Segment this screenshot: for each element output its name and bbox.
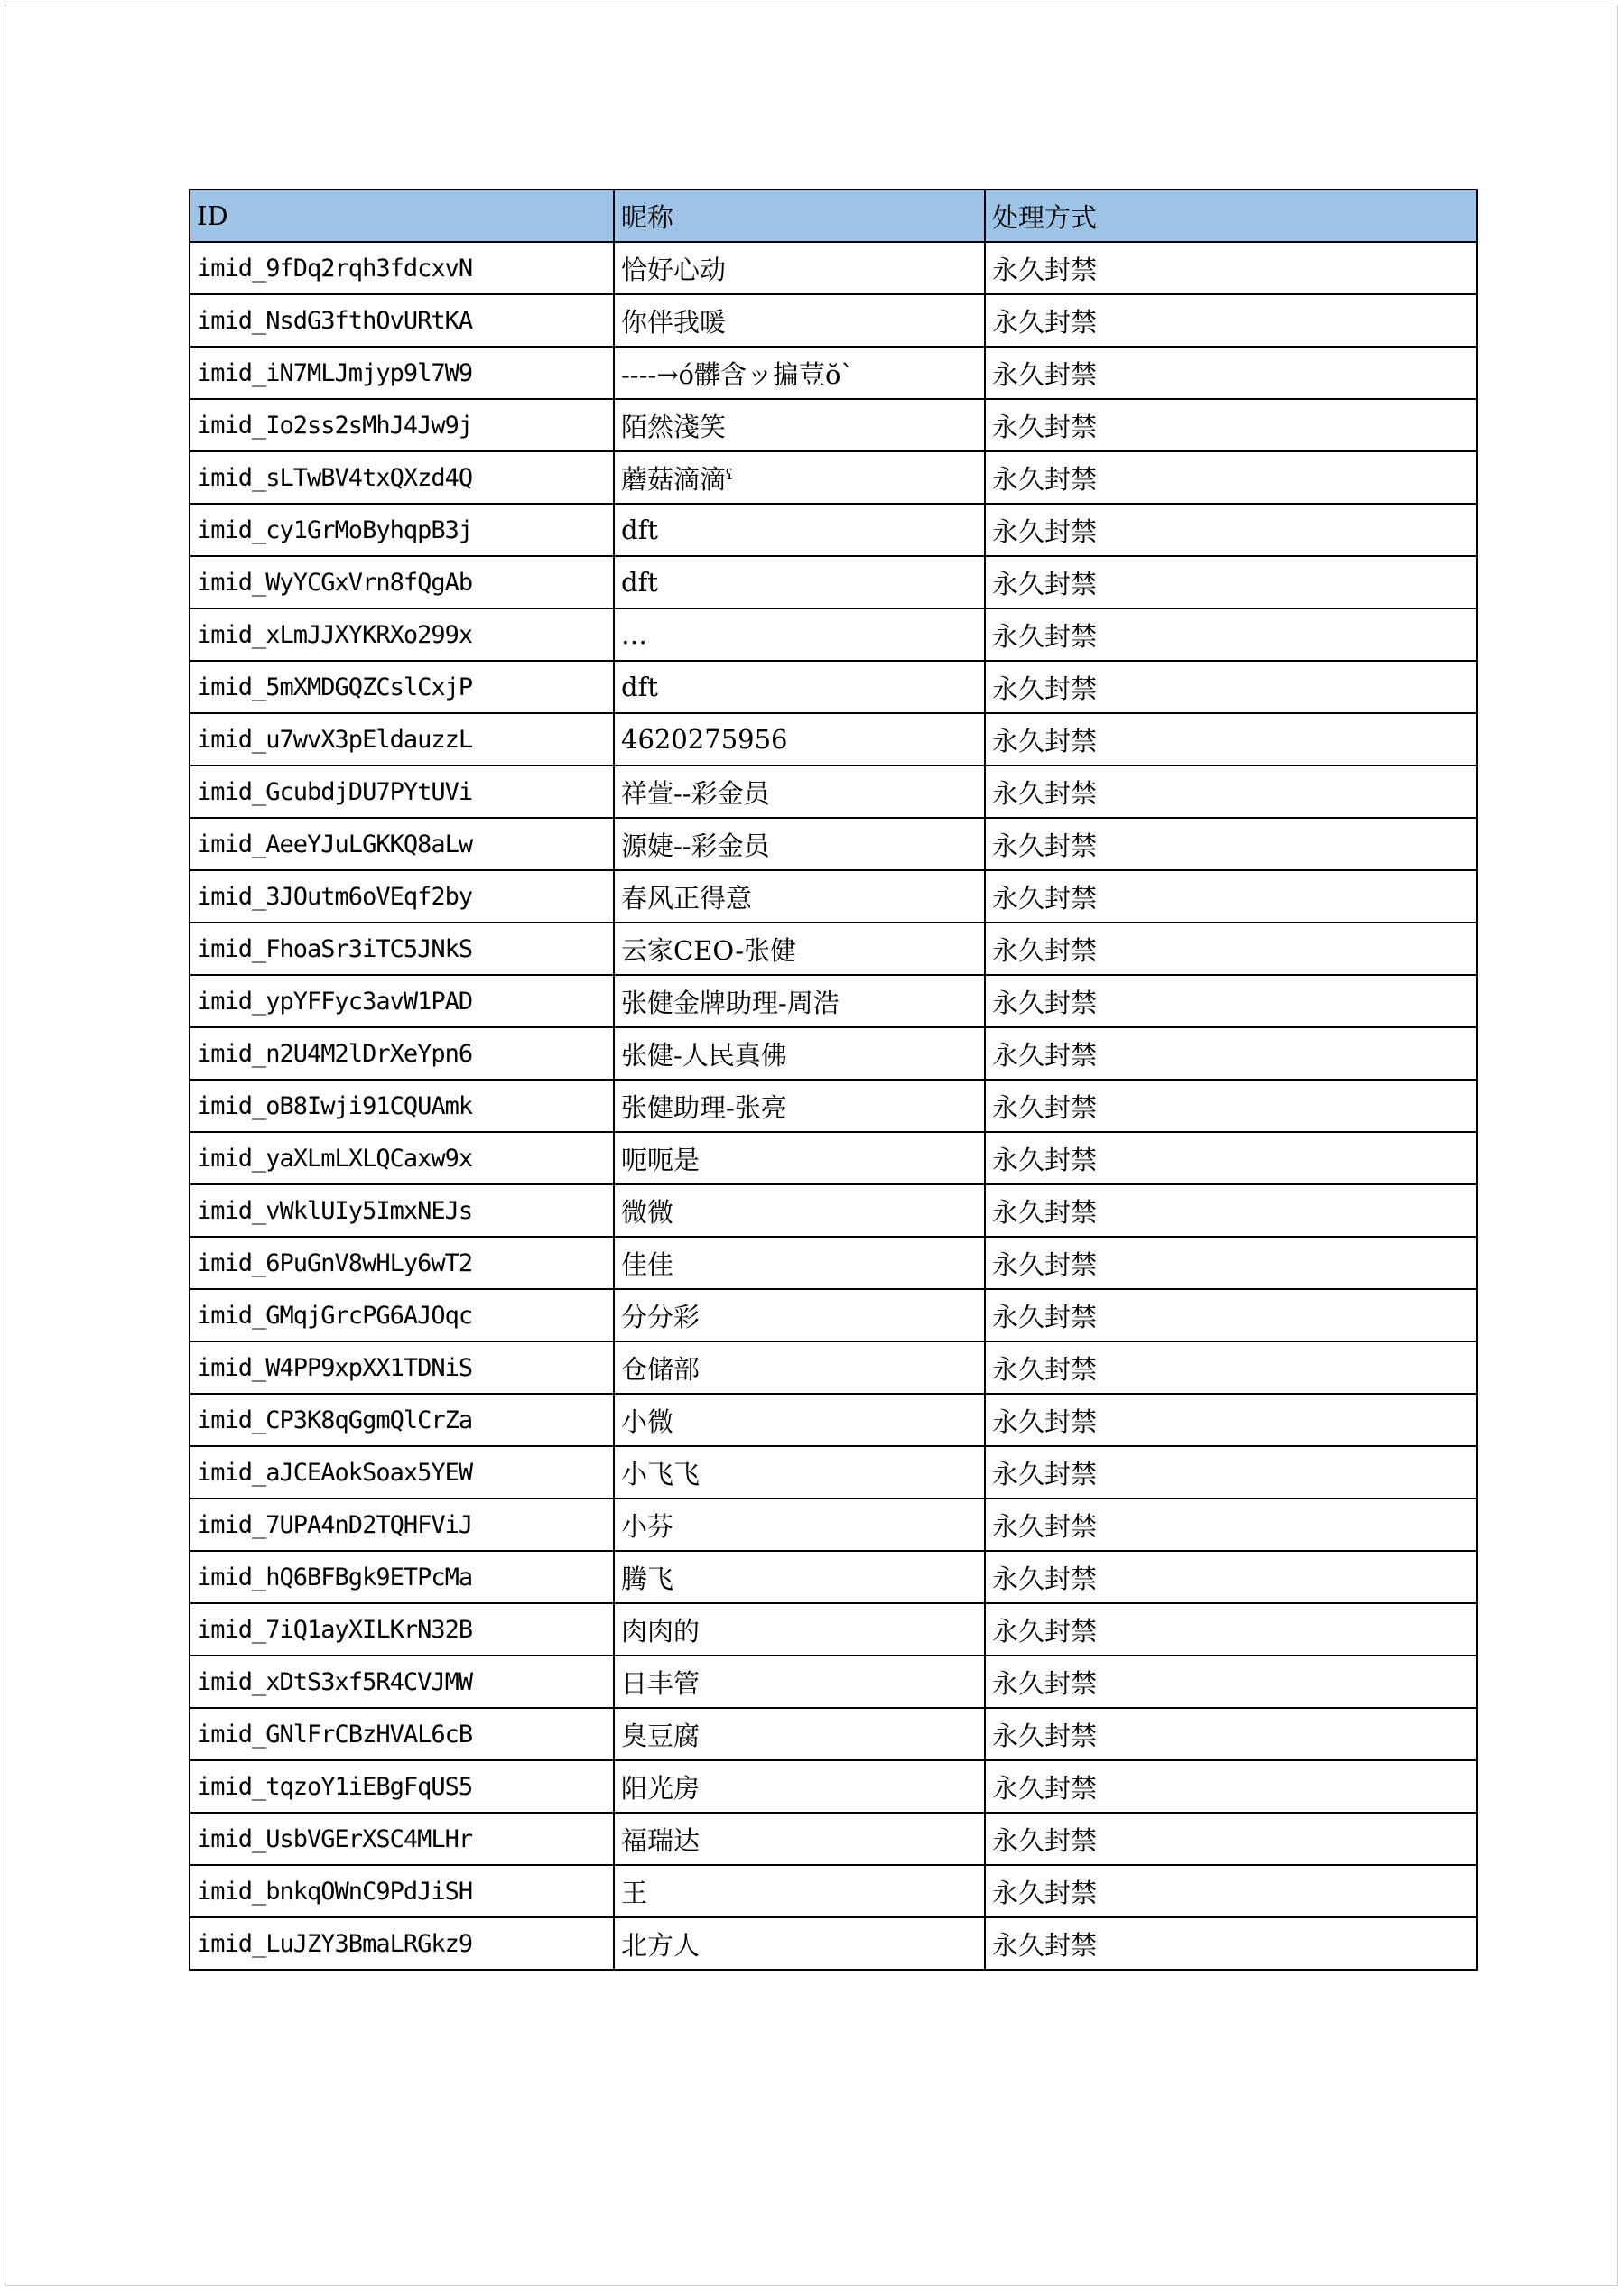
cell-id: imid_3JOutm6oVEqf2by — [190, 870, 614, 923]
cell-nickname: dft — [614, 661, 985, 713]
cell-nickname: 福瑞达 — [614, 1813, 985, 1865]
cell-action: 永久封禁 — [985, 1132, 1477, 1184]
cell-action: 永久封禁 — [985, 1865, 1477, 1917]
cell-id: imid_sLTwBV4txQXzd4Q — [190, 451, 614, 504]
cell-id: imid_GcubdjDU7PYtUVi — [190, 766, 614, 818]
header-row — [190, 190, 1477, 242]
cell-id: imid_W4PP9xpXX1TDNiS — [190, 1341, 614, 1394]
cell-action: 永久封禁 — [985, 1446, 1477, 1499]
table-row — [190, 1446, 1477, 1499]
cell-nickname: 肉肉的 — [614, 1603, 985, 1656]
table-row — [190, 399, 1477, 451]
table-row — [190, 1184, 1477, 1237]
cell-action: 永久封禁 — [985, 399, 1477, 451]
cell-action: 永久封禁 — [985, 923, 1477, 975]
cell-nickname: 春风正得意 — [614, 870, 985, 923]
cell-id: imid_vWklUIy5ImxNEJs — [190, 1184, 614, 1237]
cell-id: imid_iN7MLJmjyp9l7W9 — [190, 347, 614, 399]
header-nickname: 昵称 — [614, 190, 985, 242]
cell-nickname: 小微 — [614, 1394, 985, 1446]
table-row — [190, 661, 1477, 713]
cell-id: imid_NsdG3fthOvURtKA — [190, 294, 614, 347]
cell-nickname: 微微 — [614, 1184, 985, 1237]
cell-nickname: 王 — [614, 1865, 985, 1917]
cell-id: imid_GMqjGrcPG6AJOqc — [190, 1289, 614, 1341]
cell-action: 永久封禁 — [985, 504, 1477, 556]
cell-id: imid_yaXLmLXLQCaxw9x — [190, 1132, 614, 1184]
cell-action: 永久封禁 — [985, 347, 1477, 399]
cell-nickname: 祥萱--彩金员 — [614, 766, 985, 818]
table-row — [190, 1760, 1477, 1813]
table-row — [190, 1603, 1477, 1656]
cell-action: 永久封禁 — [985, 870, 1477, 923]
cell-id: imid_5mXMDGQZCslCxjP — [190, 661, 614, 713]
cell-nickname: 云家CEO-张健 — [614, 923, 985, 975]
cell-action: 永久封禁 — [985, 818, 1477, 870]
cell-action: 永久封禁 — [985, 242, 1477, 294]
table-row — [190, 766, 1477, 818]
table-row — [190, 975, 1477, 1027]
cell-nickname: 张健金牌助理-周浩 — [614, 975, 985, 1027]
cell-id: imid_7UPA4nD2TQHFViJ — [190, 1499, 614, 1551]
cell-nickname: 陌然淺笑 — [614, 399, 985, 451]
cell-id: imid_cy1GrMoByhqpB3j — [190, 504, 614, 556]
cell-id: imid_xLmJJXYKRXo299x — [190, 608, 614, 661]
table-row — [190, 556, 1477, 608]
cell-nickname: 恰好心动 — [614, 242, 985, 294]
cell-id: imid_xDtS3xf5R4CVJMW — [190, 1656, 614, 1708]
cell-action: 永久封禁 — [985, 1603, 1477, 1656]
cell-action: 永久封禁 — [985, 1708, 1477, 1760]
cell-action: 永久封禁 — [985, 556, 1477, 608]
table-row — [190, 1027, 1477, 1080]
table-row — [190, 1499, 1477, 1551]
cell-nickname: 日丰管 — [614, 1656, 985, 1708]
cell-id: imid_FhoaSr3iTC5JNkS — [190, 923, 614, 975]
cell-action: 永久封禁 — [985, 713, 1477, 766]
cell-id: imid_UsbVGErXSC4MLHr — [190, 1813, 614, 1865]
cell-action: 永久封禁 — [985, 1237, 1477, 1289]
cell-nickname: dft — [614, 556, 985, 608]
cell-id: imid_hQ6BFBgk9ETPcMa — [190, 1551, 614, 1603]
cell-nickname: 小飞飞 — [614, 1446, 985, 1499]
table-row — [190, 1237, 1477, 1289]
table-row — [190, 1656, 1477, 1708]
cell-nickname: 阳光房 — [614, 1760, 985, 1813]
cell-action: 永久封禁 — [985, 1551, 1477, 1603]
table-row — [190, 1917, 1477, 1970]
table-row — [190, 713, 1477, 766]
cell-id: imid_9fDq2rqh3fdcxvN — [190, 242, 614, 294]
cell-id: imid_bnkqOWnC9PdJiSH — [190, 1865, 614, 1917]
cell-id: imid_AeeYJuLGKKQ8aLw — [190, 818, 614, 870]
cell-id: imid_7iQ1ayXILKrN32B — [190, 1603, 614, 1656]
cell-action: 永久封禁 — [985, 451, 1477, 504]
cell-id: imid_ypYFFyc3avW1PAD — [190, 975, 614, 1027]
table-row — [190, 504, 1477, 556]
table-header — [190, 190, 1477, 242]
cell-nickname: 4620275956 — [614, 713, 985, 766]
cell-action: 永久封禁 — [985, 1499, 1477, 1551]
table-row — [190, 1341, 1477, 1394]
table-row — [190, 923, 1477, 975]
cell-action: 永久封禁 — [985, 1394, 1477, 1446]
table-row — [190, 294, 1477, 347]
cell-id: imid_LuJZY3BmaLRGkz9 — [190, 1917, 614, 1970]
table-row — [190, 242, 1477, 294]
cell-nickname: 臭豆腐 — [614, 1708, 985, 1760]
table-row — [190, 1813, 1477, 1865]
cell-action: 永久封禁 — [985, 975, 1477, 1027]
cell-id: imid_WyYCGxVrn8fQgAb — [190, 556, 614, 608]
cell-id: imid_6PuGnV8wHLy6wT2 — [190, 1237, 614, 1289]
table-row — [190, 1132, 1477, 1184]
table-row — [190, 1289, 1477, 1341]
cell-nickname: 张健助理-张亮 — [614, 1080, 985, 1132]
cell-id: imid_tqzoY1iEBgFqUS5 — [190, 1760, 614, 1813]
header-action: 处理方式 — [985, 190, 1477, 242]
cell-action: 永久封禁 — [985, 1917, 1477, 1970]
cell-action: 永久封禁 — [985, 294, 1477, 347]
cell-id: imid_u7wvX3pEldauzzL — [190, 713, 614, 766]
cell-id: imid_oB8Iwji91CQUAmk — [190, 1080, 614, 1132]
cell-action: 永久封禁 — [985, 1289, 1477, 1341]
cell-id: imid_CP3K8qGgmQlCrZa — [190, 1394, 614, 1446]
cell-nickname: 呃呃是 — [614, 1132, 985, 1184]
cell-id: imid_aJCEAokSoax5YEW — [190, 1446, 614, 1499]
cell-action: 永久封禁 — [985, 1813, 1477, 1865]
cell-nickname: dft — [614, 504, 985, 556]
cell-action: 永久封禁 — [985, 1341, 1477, 1394]
cell-nickname: 佳佳 — [614, 1237, 985, 1289]
cell-action: 永久封禁 — [985, 608, 1477, 661]
cell-nickname: 蘑菇滴滴ˁ — [614, 451, 985, 504]
cell-action: 永久封禁 — [985, 1080, 1477, 1132]
ban-list-table — [189, 189, 1478, 1971]
cell-nickname: 张健-人民真佛 — [614, 1027, 985, 1080]
cell-action: 永久封禁 — [985, 1760, 1477, 1813]
table-row — [190, 870, 1477, 923]
table-row — [190, 1865, 1477, 1917]
table-row — [190, 1708, 1477, 1760]
cell-action: 永久封禁 — [985, 766, 1477, 818]
cell-nickname: 分分彩 — [614, 1289, 985, 1341]
cell-id: imid_GNlFrCBzHVAL6cB — [190, 1708, 614, 1760]
cell-action: 永久封禁 — [985, 661, 1477, 713]
table-row — [190, 451, 1477, 504]
cell-action: 永久封禁 — [985, 1656, 1477, 1708]
cell-nickname: ----→ό髒含ッ揙荳ŏ` — [614, 347, 985, 399]
cell-id: imid_Io2ss2sMhJ4Jw9j — [190, 399, 614, 451]
cell-nickname: 仓储部 — [614, 1341, 985, 1394]
table-row — [190, 347, 1477, 399]
cell-action: 永久封禁 — [985, 1184, 1477, 1237]
cell-id: imid_n2U4M2lDrXeYpn6 — [190, 1027, 614, 1080]
table-row — [190, 818, 1477, 870]
cell-nickname: 小芬 — [614, 1499, 985, 1551]
table-row — [190, 1080, 1477, 1132]
cell-action: 永久封禁 — [985, 1027, 1477, 1080]
cell-nickname: 源婕--彩金员 — [614, 818, 985, 870]
table-row — [190, 1394, 1477, 1446]
cell-nickname: 腾飞 — [614, 1551, 985, 1603]
cell-nickname: … — [614, 608, 985, 661]
header-id: ID — [190, 190, 614, 242]
table-row — [190, 1551, 1477, 1603]
cell-nickname: 你伴我暖 — [614, 294, 985, 347]
table-row — [190, 608, 1477, 661]
table-body — [190, 242, 1477, 1970]
cell-nickname: 北方人 — [614, 1917, 985, 1970]
